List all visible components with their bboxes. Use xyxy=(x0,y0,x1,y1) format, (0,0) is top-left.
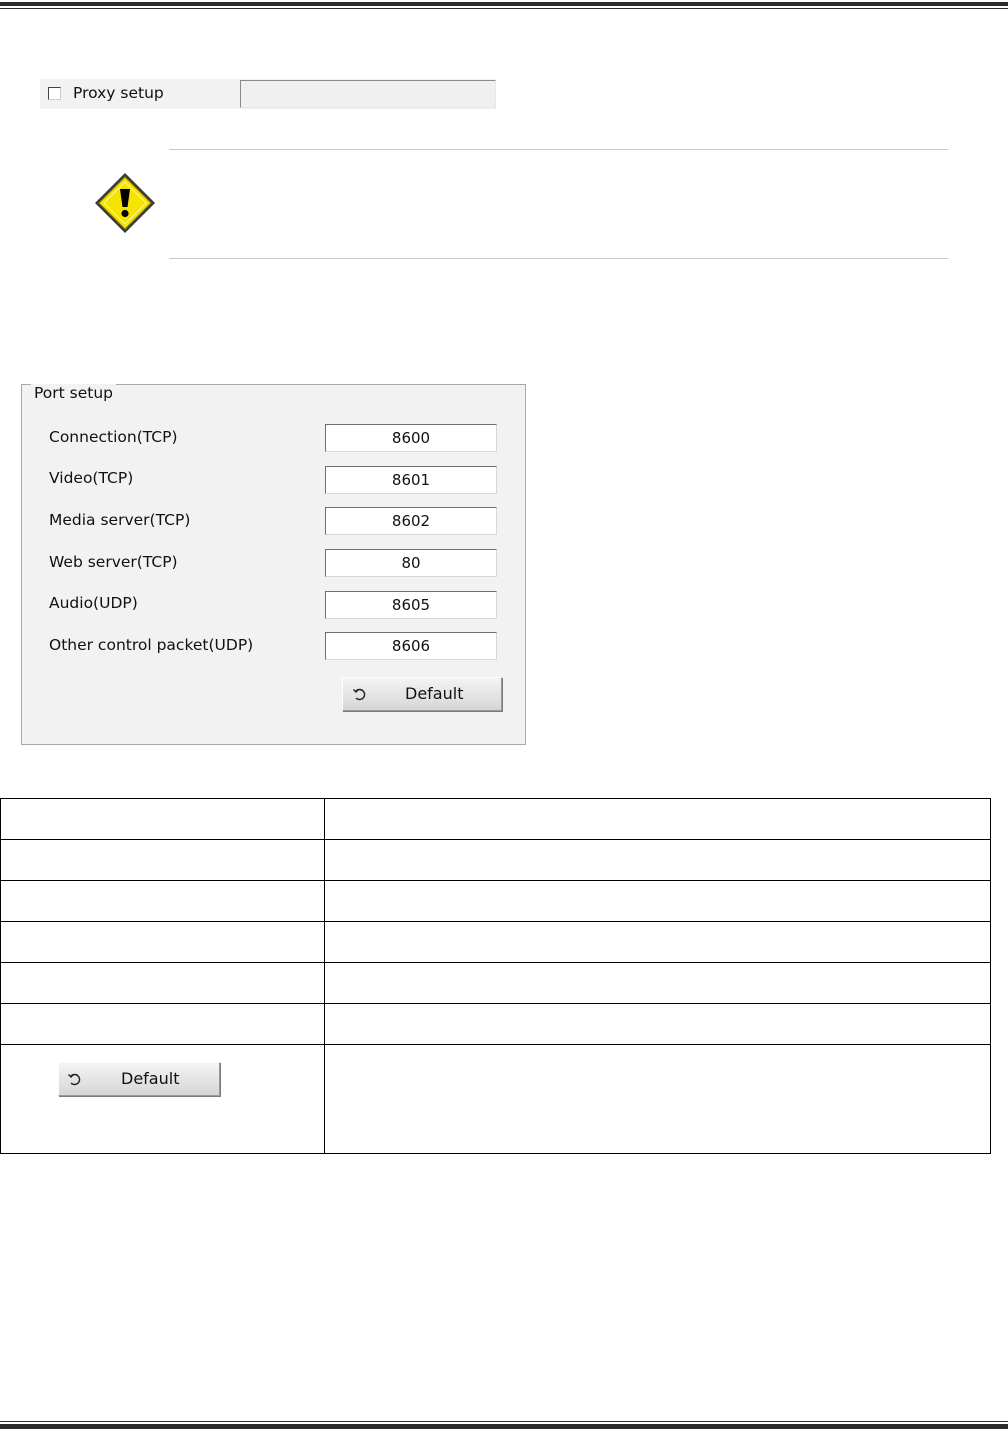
table-cell-item xyxy=(1,799,325,840)
default-button[interactable] xyxy=(342,677,502,711)
audio-udp-label: Audio(UDP) xyxy=(49,594,138,612)
table-row xyxy=(1,922,991,963)
table-cell-item xyxy=(1,1045,325,1154)
proxy-setup-label: Proxy setup xyxy=(73,84,164,102)
other-control-packet-udp-input[interactable]: 8606 xyxy=(325,632,497,660)
media-server-tcp-input[interactable]: 8602 xyxy=(325,507,497,535)
table-row xyxy=(1,840,991,881)
port-setup-group xyxy=(21,384,526,745)
web-server-tcp-input[interactable]: 80 xyxy=(325,549,497,577)
default-button-illustration xyxy=(58,1062,220,1096)
proxy-address-input[interactable] xyxy=(240,80,496,108)
default-button-label: Default xyxy=(121,1069,180,1088)
connection-tcp-input[interactable]: 8600 xyxy=(325,424,497,452)
table-cell-description xyxy=(325,922,991,963)
table-row xyxy=(1,1004,991,1045)
table-row xyxy=(1,1045,991,1154)
port-description-table xyxy=(0,798,991,1154)
video-tcp-input[interactable]: 8601 xyxy=(325,466,497,494)
undo-icon xyxy=(67,1071,83,1087)
notice-bottom-rule xyxy=(169,258,948,259)
table-row xyxy=(1,799,991,840)
warning-icon xyxy=(92,170,158,236)
table-cell-item xyxy=(1,881,325,922)
media-server-tcp-label: Media server(TCP) xyxy=(49,511,191,529)
web-server-tcp-label: Web server(TCP) xyxy=(49,553,178,571)
table-cell-description xyxy=(325,881,991,922)
table-cell-description xyxy=(325,840,991,881)
table-cell-description xyxy=(325,1045,991,1154)
other-control-packet-udp-label: Other control packet(UDP) xyxy=(49,636,254,654)
table-cell-item xyxy=(1,840,325,881)
table-cell-item xyxy=(1,963,325,1004)
port-setup-legend: Port setup xyxy=(31,384,116,402)
proxy-setup-row xyxy=(40,79,496,109)
connection-tcp-label: Connection(TCP) xyxy=(49,428,178,446)
undo-icon xyxy=(352,686,368,702)
table-row xyxy=(1,881,991,922)
table-row xyxy=(1,963,991,1004)
header-rule xyxy=(0,0,1008,10)
table-cell-description xyxy=(325,799,991,840)
table-cell-description xyxy=(325,963,991,1004)
default-button-label: Default xyxy=(405,684,464,703)
video-tcp-label: Video(TCP) xyxy=(49,469,134,487)
audio-udp-input[interactable]: 8605 xyxy=(325,591,497,619)
footer-rule xyxy=(0,1419,1008,1431)
table-cell-description xyxy=(325,1004,991,1045)
table-cell-item xyxy=(1,1004,325,1045)
notice-top-rule xyxy=(169,149,948,150)
table-cell-item xyxy=(1,922,325,963)
proxy-setup-checkbox[interactable] xyxy=(48,87,61,100)
